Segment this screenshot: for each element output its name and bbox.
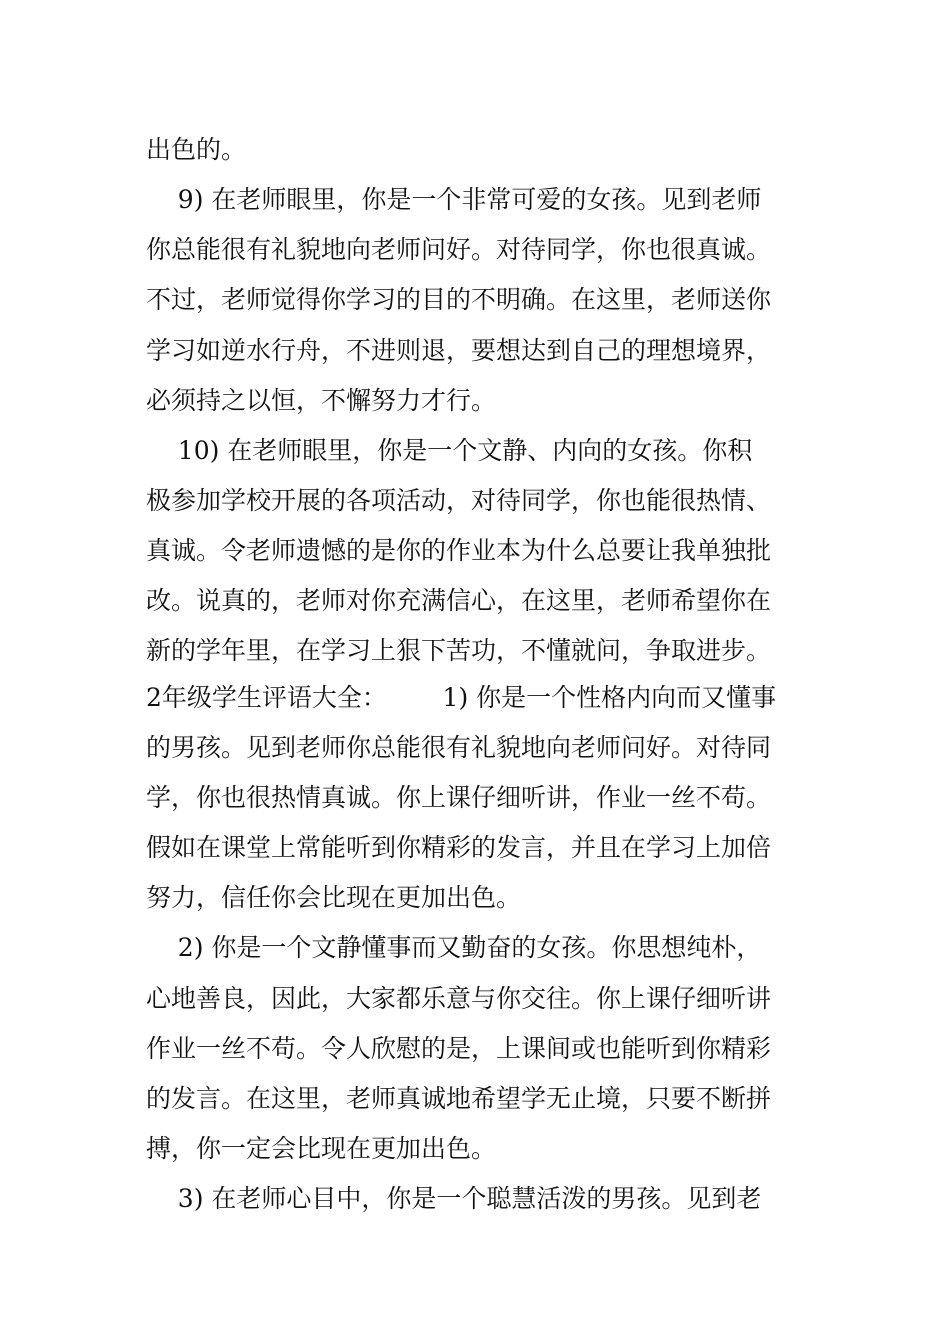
text-line: 作业一丝不苟。令人欣慰的是，上课间或也能听到你精彩	[146, 1034, 772, 1063]
text-line: 努力，信任你会比现在更加出色。	[146, 883, 522, 912]
text-line: 极参加学校开展的各项活动，对待同学，你也能很热情、	[146, 486, 772, 515]
text-line: 搏，你一定会比现在更加出色。	[146, 1134, 497, 1163]
text-line: 的发言。在这里，老师真诚地希望学无止境，只要不断拼	[146, 1084, 772, 1113]
text-line: 你总能很有礼貌地向老师问好。对待同学，你也很真诚。	[146, 235, 772, 264]
text-line: 学，你也很热情真诚。你上课仔细听讲，作业一丝不苟。	[146, 783, 772, 812]
text-line: 真诚。令老师遗憾的是你的作业本为什么总要让我单独批	[146, 536, 772, 565]
text-line: 改。说真的，老师对你充满信心，在这里，老师希望你在	[146, 586, 772, 615]
text-line: 学习如逆水行舟，不进则退，要想达到自己的理想境界，	[146, 336, 772, 365]
text-line: 的男孩。见到老师你总能很有礼貌地向老师问好。对待同	[146, 733, 772, 762]
text-line: 必须持之以恒，不懈努力才行。	[146, 386, 497, 415]
text-line: 心地善良，因此，大家都乐意与你交往。你上课仔细听讲	[146, 984, 772, 1013]
text-line: 新的学年里，在学习上狠下苦功，不懂就问，争取进步。	[146, 636, 772, 665]
text-line: 2) 你是一个文静懂事而又勤奋的女孩。你思想纯朴，	[146, 933, 762, 962]
text-line: 出色的。	[146, 135, 247, 164]
text-line: 假如在课堂上常能听到你精彩的发言，并且在学习上加倍	[146, 833, 772, 862]
text-line: 10) 在老师眼里，你是一个文静、内向的女孩。你积	[146, 436, 753, 465]
text-line: 不过，老师觉得你学习的目的不明确。在这里，老师送你	[146, 285, 772, 314]
text-line: 9) 在老师眼里，你是一个非常可爱的女孩。见到老师	[146, 185, 762, 214]
text-line: 2年级学生评语大全： 1) 你是一个性格内向而又懂事	[146, 683, 777, 712]
text-line: 3) 在老师心目中，你是一个聪慧活泼的男孩。见到老	[146, 1184, 762, 1213]
